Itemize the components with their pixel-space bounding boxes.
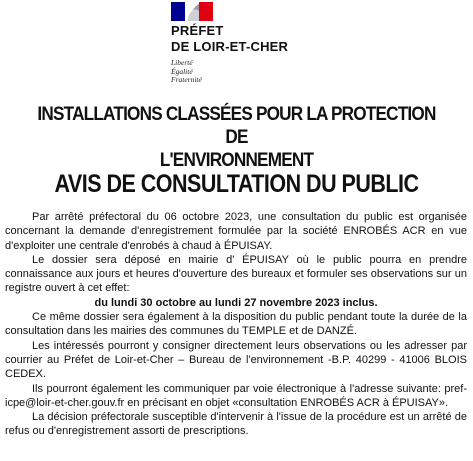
marianne-logo-icon — [171, 2, 213, 21]
icpe-heading-line2: L'ENVIRONNEMENT — [159, 149, 314, 171]
icpe-heading-line1: INSTALLATIONS CLASSÉES POUR LA PROTECTION DE — [37, 103, 436, 148]
motto-fraternite: Fraternité — [171, 75, 202, 84]
republic-motto — [171, 59, 202, 85]
paragraph-email-observations: Ils pourront également les communiquer par voie électronique à l'adresse suivante: pref-icpe@loir-et-cher.gouv.fr en précisant en objet «consultation ENROBÉS ACR à ÉPUISAY». — [5, 382, 467, 409]
prefecture-header — [168, 2, 368, 94]
paragraph-decree: Par arrêté préfectoral du 06 octobre 2023, une consultation du public est organisée concernant la demande d'enregistrement formulée par la société ENROBÉS ACR en vue d'exploiter une centrale d'enrobés à chaud à ÉPUISAY. — [5, 211, 467, 252]
flag-red-band — [199, 2, 213, 21]
prefecture-name-line2: DE LOIR-ET-CHER — [171, 39, 289, 54]
notice-body — [5, 210, 467, 439]
paragraph-dossier-mairie: Le dossier sera déposé en mairie d' ÉPUISAY où le public pourra en prendre connaissance aux jours et heures d'ouverture des bureaux et formuler ses observations sur un registre ouvert à cet effet: — [5, 253, 467, 295]
prefecture-name — [171, 23, 288, 55]
page-title: AVIS DE CONSULTATION DU PUBLIC — [54, 170, 419, 198]
flag-blue-band — [171, 2, 185, 21]
motto-egalite: Égalité — [171, 66, 193, 76]
motto-liberte: Liberté — [171, 58, 193, 67]
paragraph-postal-observations: Les intéressés pourront y consigner directement leurs observations ou les adresser par courrier au Préfet de Loir-et-Cher – Bureau de l'environnement -B.P. 40299 - 41006 BLOIS CEDEX. — [5, 339, 467, 381]
prefecture-name-line1: PRÉFET — [171, 23, 224, 38]
consultation-dates: du lundi 30 octobre au lundi 27 novembre 2023 inclus. — [94, 296, 378, 309]
paragraph-decision: La décision préfectorale susceptible d'intervenir à l'issue de la procédure est un arrêté de refus ou d'enregistrement assorti de prescriptions. — [5, 411, 467, 438]
icpe-heading — [28, 103, 444, 172]
paragraph-other-mairies: Ce même dossier sera également à la disposition du public pendant toute la durée de la consultation dans les mairies des communes du TEMPLE et de DANZÉ. — [5, 311, 467, 338]
